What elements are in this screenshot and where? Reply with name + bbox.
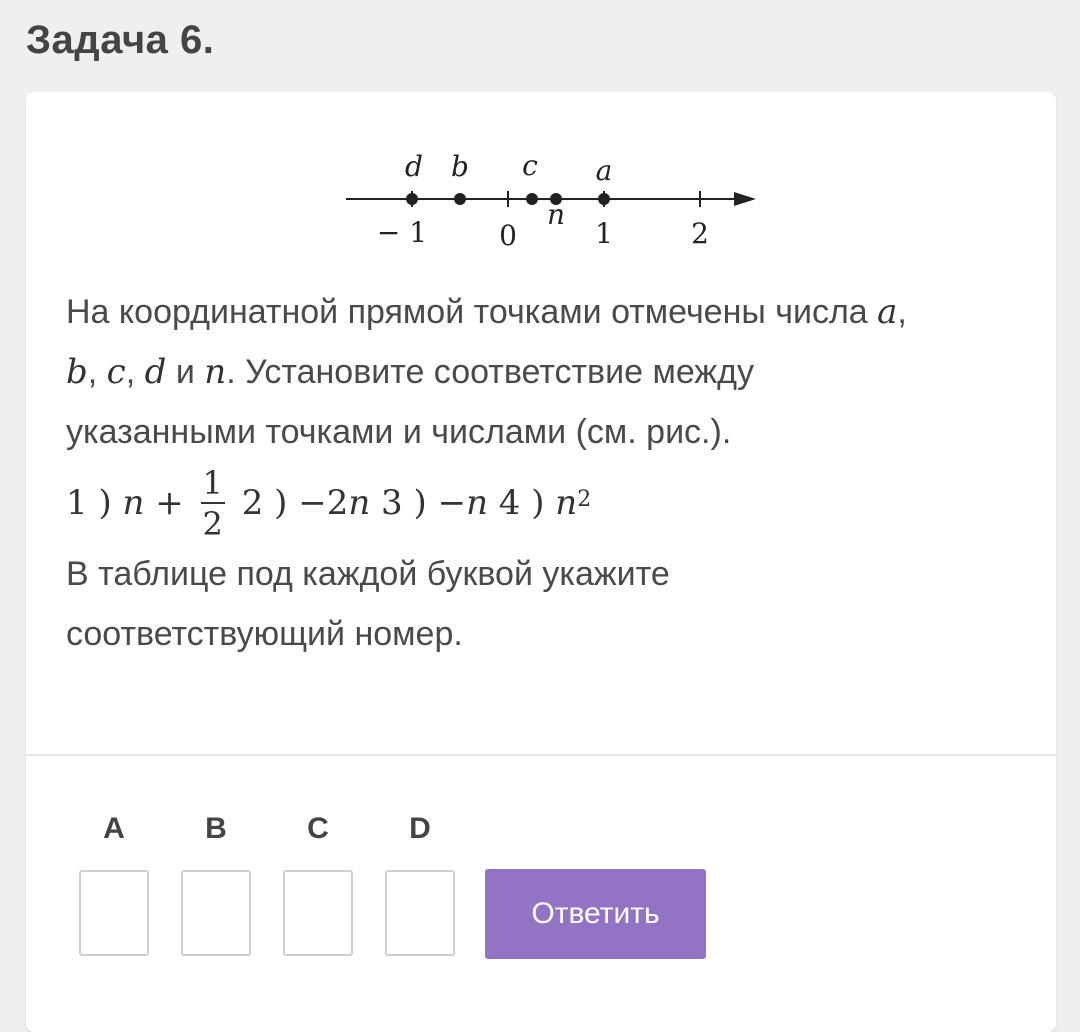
option-3: 3 ) −: [370, 483, 467, 523]
comma: ,: [87, 353, 98, 391]
point-label-c: c: [522, 149, 538, 182]
answer-label-b: B: [205, 812, 227, 845]
answer-input-d[interactable]: [385, 870, 455, 956]
problem-text-segment: . Установите соответствие между: [226, 353, 754, 391]
point-c: [526, 193, 538, 205]
point-label-d: d: [405, 150, 423, 183]
problem-text-segment: На координатной прямой точками отмечены числа: [66, 293, 878, 331]
submit-answer-button[interactable]: Ответить: [485, 869, 706, 959]
task-card: [26, 92, 1056, 1032]
fraction-denominator: 2: [202, 504, 223, 543]
answer-input-b[interactable]: [181, 870, 251, 956]
option-var-n: n: [122, 483, 145, 523]
answer-input-a[interactable]: [79, 870, 149, 956]
answer-label-a: A: [103, 812, 125, 845]
tick-label-2: 2: [691, 217, 709, 250]
problem-line: указанными точками и числами (см. рис.).: [66, 413, 732, 451]
answer-input-c[interactable]: [283, 870, 353, 956]
problem-line: В таблице под каждой буквой укажите: [66, 555, 670, 593]
option-4: 4 ): [487, 483, 556, 523]
problem-line: соответствующий номер.: [66, 615, 463, 653]
and-word: и: [175, 353, 195, 391]
tick-label-neg1: − 1: [376, 216, 428, 249]
var-a: a: [877, 292, 898, 332]
plus-sign: +: [144, 483, 195, 523]
tick-label-1: 1: [595, 217, 613, 250]
point-label-b: b: [451, 150, 469, 183]
answer-options: [66, 462, 1026, 544]
exponent-2: 2: [577, 486, 592, 512]
option-1-number: 1 ): [66, 483, 123, 523]
number-line-figure: [346, 112, 766, 252]
problem-line: [66, 282, 1026, 342]
point-d: [406, 193, 418, 205]
point-label-a: a: [595, 154, 613, 187]
page-title: Задача 6.: [26, 18, 215, 62]
var-b: b: [66, 352, 88, 392]
option-var-n: n: [348, 483, 371, 523]
problem-text: [66, 282, 1026, 664]
comma: ,: [897, 293, 907, 331]
point-b: [454, 193, 466, 205]
var-d: d: [144, 352, 167, 392]
answer-label-c: C: [307, 812, 329, 845]
point-a: [598, 193, 610, 205]
divider: [26, 754, 1056, 756]
option-2: 2 ) −2: [230, 483, 349, 523]
answer-label-d: D: [409, 812, 431, 845]
tick-label-0: 0: [499, 219, 517, 252]
problem-line: [66, 342, 1026, 402]
var-c: c: [106, 352, 126, 392]
option-var-n: n: [555, 483, 578, 523]
arrow-head-icon: [734, 192, 756, 206]
option-var-n: n: [466, 483, 488, 523]
fraction-numerator: 1: [202, 463, 223, 502]
fraction-one-half: [201, 463, 225, 543]
var-n: n: [204, 352, 227, 392]
point-label-n: n: [546, 198, 566, 231]
comma: ,: [125, 353, 136, 391]
